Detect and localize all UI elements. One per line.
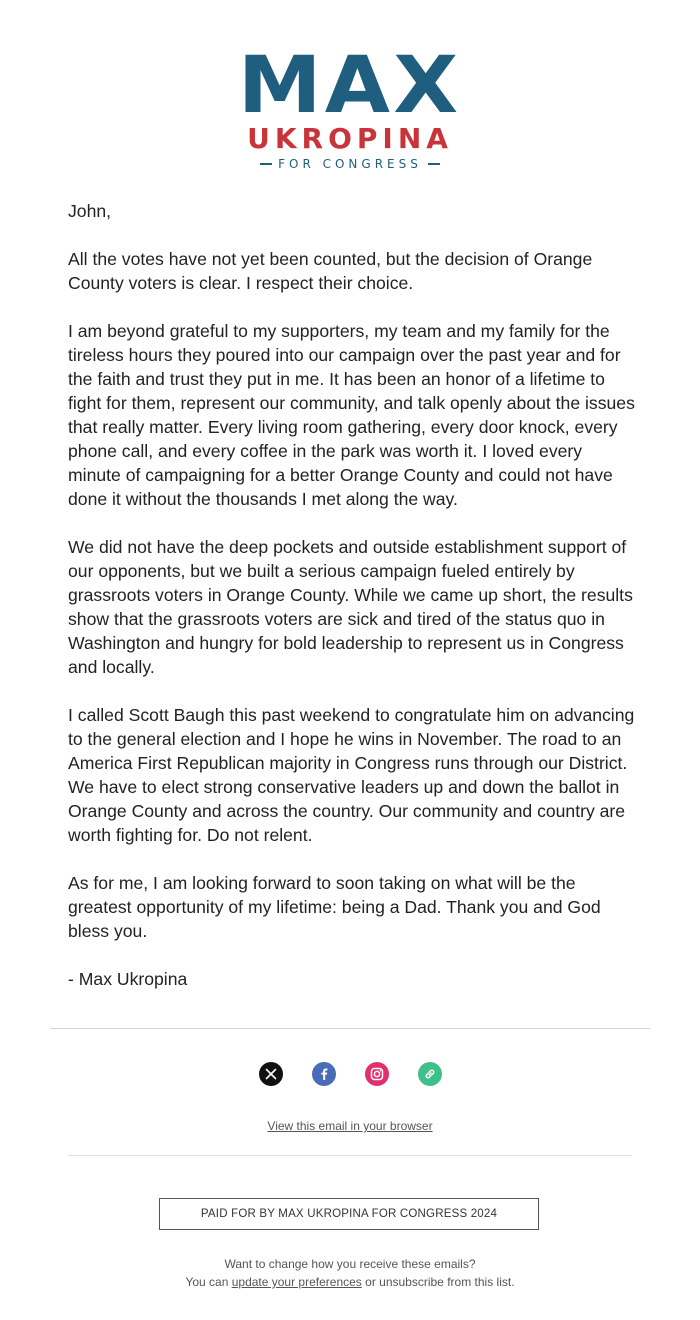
letter-paragraph: All the votes have not yet been counted, but the decision of Orange County voters is clear. I respect their choice. — [68, 249, 593, 293]
update-preferences-link[interactable]: update your preferences — [231, 1275, 362, 1289]
email-preferences-question: Want to change how you receive these emails? — [224, 1257, 476, 1271]
link-icon[interactable] — [418, 1062, 442, 1086]
letter-paragraph: As for me, I am looking forward to soon taking on what will be the greatest opportunity of my lifetime: being a Dad. Thank you and God bless you. — [68, 873, 601, 941]
logo-max-text: MAX — [238, 41, 462, 131]
divider — [50, 1028, 650, 1029]
x-icon[interactable] — [259, 1062, 283, 1086]
letter-signature: - Max Ukropina — [68, 969, 188, 989]
prefs-prefix: You can — [185, 1275, 232, 1289]
letter-body — [68, 199, 638, 1015]
letter-paragraph: We did not have the deep pockets and outside establishment support of our opponents, but we built a serious campaign fueled entirely by grassroots voters in Orange County. While we came up short, the results show that the grassroots voters are sick and tired of the status quo in Washington and hungry for bold leadership to represent us in Congress and locally. — [68, 537, 633, 677]
instagram-icon[interactable] — [365, 1062, 389, 1086]
logo-subtitle — [0, 157, 700, 171]
paid-for-text: PAID FOR BY MAX UKROPINA FOR CONGRESS 2024 — [200, 1208, 498, 1220]
logo-dash-right — [428, 163, 440, 165]
letter-paragraph: I called Scott Baugh this past weekend to congratulate him on advancing to the general election and I hope he wins in November. The road to an America First Republican majority in Congress runs through our District. We have to elect strong conservative leaders up and down the ballot in Orange County and across the country. Our community and country are worth fighting for. Do not relent. — [68, 705, 635, 845]
campaign-logo — [0, 41, 700, 171]
prefs-suffix: or unsubscribe from this list. — [361, 1275, 515, 1289]
logo-dash-left — [260, 163, 272, 165]
paid-for-disclaimer — [159, 1198, 539, 1230]
logo-name-text: UKROPINA — [247, 122, 453, 155]
letter-paragraph: I am beyond grateful to my supporters, my team and my family for the tireless hours they poured into our campaign over the past year and for the faith and trust they put in me. It has been an honor of a lifetime to fight for them, represent our community, and talk openly about the issues that really matter. Every living room gathering, every door knock, every phone call, and every coffee in the park was worth it. I loved every minute of campaigning for a better Orange County and could not have done it without the thousands I met along the way. — [68, 321, 635, 509]
email-preferences-line — [0, 1275, 700, 1289]
social-links — [0, 1062, 700, 1086]
facebook-icon[interactable] — [312, 1062, 336, 1086]
divider — [68, 1155, 632, 1156]
view-in-browser-link[interactable]: View this email in your browser — [267, 1119, 433, 1133]
letter-greeting: John, — [68, 201, 112, 221]
logo-subtitle-text: FOR CONGRESS — [278, 157, 422, 171]
